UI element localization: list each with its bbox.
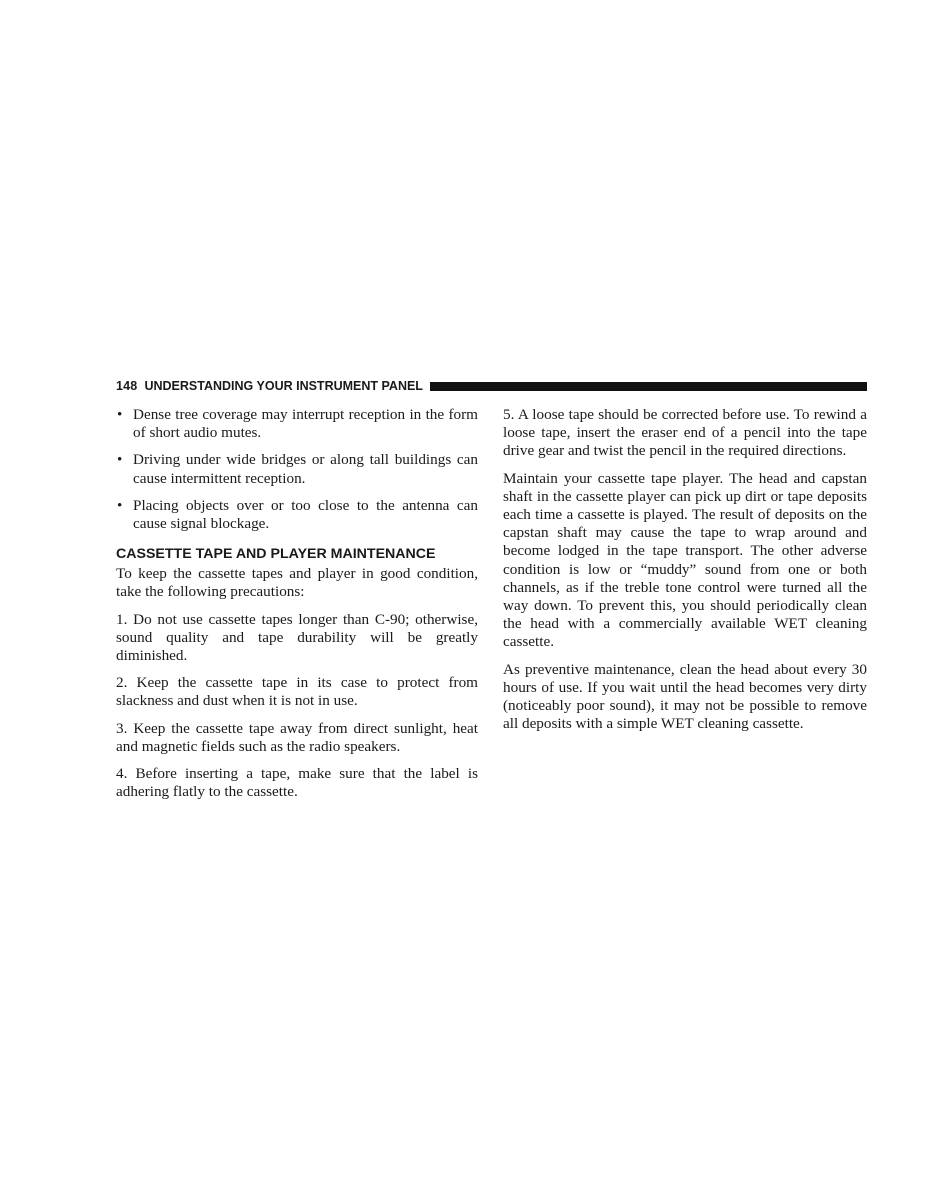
bullet-item <box>116 497 478 533</box>
page-header <box>116 378 867 394</box>
bullet-text: Dense tree coverage may interrupt reception in the form of short audio mutes. <box>133 406 478 442</box>
reception-bullet-list <box>116 406 478 533</box>
body-paragraph: Maintain your cassette tape player. The head and capstan shaft in the cassette player can pick up dirt or tape deposits each time a cassette is played. The result of deposits on the capstan shaft may cause the tape to wrap around and become lodged in the tape transport. The other adverse condition is low or “muddy” sound from one or both channels, as if the treble tone control were turned all the way down. To prevent this, you should periodically clean the head with a commercially available WET cleaning cassette. <box>503 469 867 651</box>
bullet-icon: • <box>117 406 123 423</box>
bullet-item <box>116 406 478 442</box>
step-paragraph: 3. Keep the cassette tape away from direct sunlight, heat and magnetic fields such as the radio speakers. <box>116 719 478 755</box>
bullet-icon: • <box>117 451 123 469</box>
step-paragraph: 5. A loose tape should be corrected before use. To rewind a loose tape, insert the eraser end of a pencil into the tape drive gear and twist the pencil in the required directions. <box>503 406 867 460</box>
step-paragraph: 4. Before inserting a tape, make sure that the label is adhering flatly to the cassette. <box>116 765 478 801</box>
section-title: UNDERSTANDING YOUR INSTRUMENT PANEL <box>144 379 423 393</box>
header-rule <box>430 382 867 391</box>
step-paragraph: 2. Keep the cassette tape in its case to protect from slackness and dust when it is not in use. <box>116 674 478 710</box>
left-column <box>116 406 478 810</box>
intro-paragraph: To keep the cassette tapes and player in good condition, take the following precautions: <box>116 565 478 601</box>
step-paragraph: 1. Do not use cassette tapes longer than C-90; otherwise, sound quality and tape durability will be greatly diminished. <box>116 610 478 665</box>
bullet-text: Placing objects over or too close to the antenna can cause signal blockage. <box>133 496 478 533</box>
page-number: 148 <box>116 379 138 393</box>
bullet-icon: • <box>117 496 123 514</box>
right-column <box>503 406 867 742</box>
body-paragraph: As preventive maintenance, clean the head about every 30 hours of use. If you wait until the head becomes very dirty (noticeably poor sound), it may not be possible to remove all deposits with a simple WET cleaning cassette. <box>503 660 867 733</box>
bullet-text: Driving under wide bridges or along tall buildings can cause intermittent reception. <box>133 451 478 487</box>
section-heading: CASSETTE TAPE AND PLAYER MAINTENANCE <box>116 546 436 563</box>
bullet-item <box>116 451 478 487</box>
